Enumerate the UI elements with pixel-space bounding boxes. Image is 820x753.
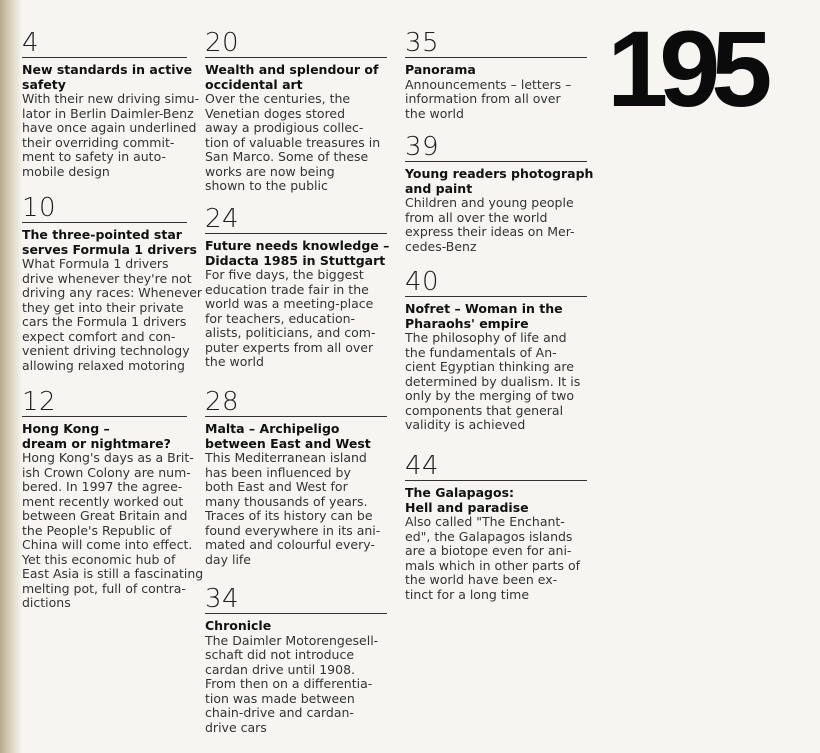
article-title: The Galapagos: Hell and paradise bbox=[405, 485, 529, 515]
page-number: 12 bbox=[22, 387, 57, 417]
article-title: Nofret – Woman in the Pharaohs' empire bbox=[405, 301, 563, 331]
toc-entry-page-35[interactable] bbox=[405, 29, 587, 121]
page-number: 34 bbox=[205, 584, 240, 614]
page-number: 39 bbox=[405, 132, 440, 162]
article-title: Future needs knowledge – Didacta 1985 in Stuttgart bbox=[205, 238, 390, 268]
page-number: 40 bbox=[405, 267, 440, 297]
page-number: 24 bbox=[205, 204, 240, 234]
toc-entry-page-28[interactable] bbox=[205, 388, 387, 567]
article-summary: Over the centuries, the Venetian doges stored away a prodigious collec- tion of valuable treasures in San Marco. Some of these works are now being shown to the public bbox=[205, 91, 381, 193]
article-summary: Children and young people from all over the world express their ideas on Mer- cedes-Benz bbox=[405, 195, 575, 254]
article-summary: With their new driving simu- lator in Berlin Daimler-Benz have once again underlined their overriding commit- ment to safety in auto- mobile design bbox=[22, 91, 200, 179]
article-summary: For five days, the biggest education trade fair in the world was a meeting-place for teachers, education- alists, politicians, and com- puter experts from all over the world bbox=[205, 267, 376, 369]
article-title: New standards in active safety bbox=[22, 62, 193, 92]
divider bbox=[22, 57, 187, 58]
article-summary: Hong Kong's days as a Brit- ish Crown Colony are num- bered. In 1997 the agree- ment recently worked out between Great Britain and the People's Republic of China will come into effect. Yet this economic hub of East Asia is still a fascinating melting pot, full of contra- dictions bbox=[22, 450, 204, 610]
page-number: 4 bbox=[22, 28, 40, 58]
page-number: 44 bbox=[405, 451, 440, 481]
page-number: 28 bbox=[205, 387, 240, 417]
toc-entry-page-40[interactable] bbox=[405, 268, 587, 433]
toc-entry-page-44[interactable] bbox=[405, 452, 587, 602]
article-title: Panorama bbox=[405, 62, 476, 77]
article-summary: This Mediterranean island has been influenced by both East and West for many thousands of years. Traces of its history can be found everywhere in its ani- mated and colourful every- day life bbox=[205, 450, 381, 567]
article-title: Young readers photograph and paint bbox=[405, 166, 594, 196]
article-title: Hong Kong – dream or nightmare? bbox=[22, 421, 171, 451]
toc-entry-page-24[interactable] bbox=[205, 204, 390, 370]
issue-number: 195 bbox=[607, 8, 764, 129]
toc-entry-page-10[interactable] bbox=[22, 193, 203, 373]
article-title: Chronicle bbox=[205, 618, 272, 633]
page-gutter-shadow bbox=[0, 0, 22, 753]
toc-entry-page-4[interactable] bbox=[22, 28, 200, 179]
article-title: The three-pointed star serves Formula 1 drivers bbox=[22, 227, 197, 257]
page-number: 10 bbox=[22, 193, 57, 223]
page-number: 35 bbox=[405, 28, 440, 58]
article-summary: The Daimler Motorengesell- schaft did not introduce cardan drive until 1908. From then on a differentia- tion was made between chain-drive and cardan- drive cars bbox=[205, 632, 379, 735]
article-summary: The philosophy of life and the fundamentals of An- cient Egyptian thinking are determined by dualism. It is only by the merging of two components that general validity is achieved bbox=[405, 330, 581, 432]
article-summary: Announcements – letters – information from all over the world bbox=[405, 76, 572, 121]
article-title: Wealth and splendour of occidental art bbox=[205, 62, 379, 92]
toc-entry-page-20[interactable] bbox=[205, 29, 387, 194]
toc-entry-page-34[interactable] bbox=[205, 585, 387, 735]
article-summary: Also called "The Enchant- ed", the Galapagos islands are a biotope even for ani- mals which in other parts of the world have been ex- tinct for a long time bbox=[405, 514, 580, 602]
toc-entry-page-12[interactable] bbox=[22, 387, 204, 611]
toc-entry-page-39[interactable] bbox=[405, 132, 594, 254]
article-summary: What Formula 1 drivers drive whenever they're not driving any races: Whenever they get into their private cars the Formula 1 drivers expect comfort and con- venient driving technology allowing relaxed motoring bbox=[22, 256, 203, 373]
article-title: Malta – Archipeligo between East and West bbox=[205, 421, 371, 451]
page-number: 20 bbox=[205, 28, 240, 58]
